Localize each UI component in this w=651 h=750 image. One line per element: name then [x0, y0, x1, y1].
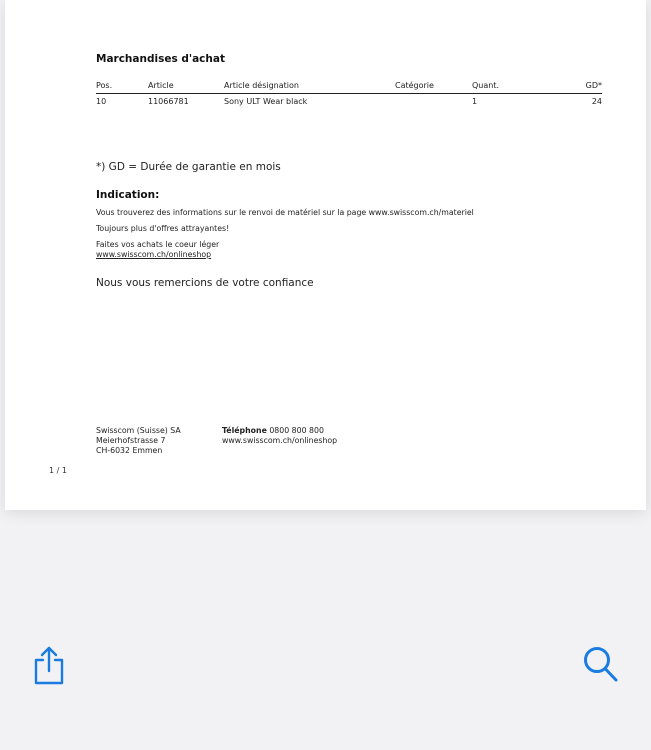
- footer-contact: [222, 426, 337, 446]
- indication-line-offers: Toujours plus d'offres attrayantes!: [96, 224, 230, 233]
- share-button[interactable]: [27, 643, 71, 687]
- indication-title: Indication:: [96, 189, 160, 201]
- search-icon: [583, 646, 619, 684]
- header-designation: Article désignation: [224, 81, 299, 90]
- onlineshop-link[interactable]: www.swisscom.ch/onlineshop: [96, 250, 212, 259]
- table-header-rule: [96, 93, 602, 94]
- header-quantity: Quant.: [472, 81, 500, 90]
- footer-phone-label: Téléphone: [222, 426, 267, 435]
- indication-line-return: Vous trouverez des informations sur le renvoi de matériel sur la page www.swisscom.ch/materiel: [96, 208, 474, 217]
- page-indicator: 1 / 1: [49, 466, 67, 475]
- cell-article: 11066781: [148, 97, 189, 106]
- header-category: Catégorie: [395, 81, 434, 90]
- footer-company: Swisscom (Suisse) SA: [96, 426, 181, 435]
- footer-street: Meierhofstrasse 7: [96, 436, 166, 445]
- warranty-footnote: *) GD = Durée de garantie en mois: [96, 161, 281, 173]
- footer-phone-number: 0800 800 800: [269, 426, 324, 435]
- footer-website: www.swisscom.ch/onlineshop: [222, 436, 338, 445]
- header-pos: Pos.: [96, 81, 113, 90]
- search-button[interactable]: [579, 643, 623, 687]
- footer-address: [96, 426, 181, 456]
- header-gd: GD*: [585, 81, 602, 90]
- header-article: Article: [148, 81, 174, 90]
- cell-gd: 24: [591, 97, 602, 106]
- cell-pos: 10: [96, 97, 107, 106]
- indication-line-shop: Faites vos achats le coeur léger: [96, 240, 220, 249]
- cell-designation: Sony ULT Wear black: [224, 97, 308, 106]
- document-page: [5, 0, 646, 510]
- footer-city: CH-6032 Emmen: [96, 446, 163, 455]
- thanks-text: Nous vous remercions de votre confiance: [96, 277, 314, 289]
- cell-quantity: 1: [472, 97, 478, 106]
- section-title: Marchandises d'achat: [96, 53, 225, 65]
- share-icon: [33, 645, 65, 685]
